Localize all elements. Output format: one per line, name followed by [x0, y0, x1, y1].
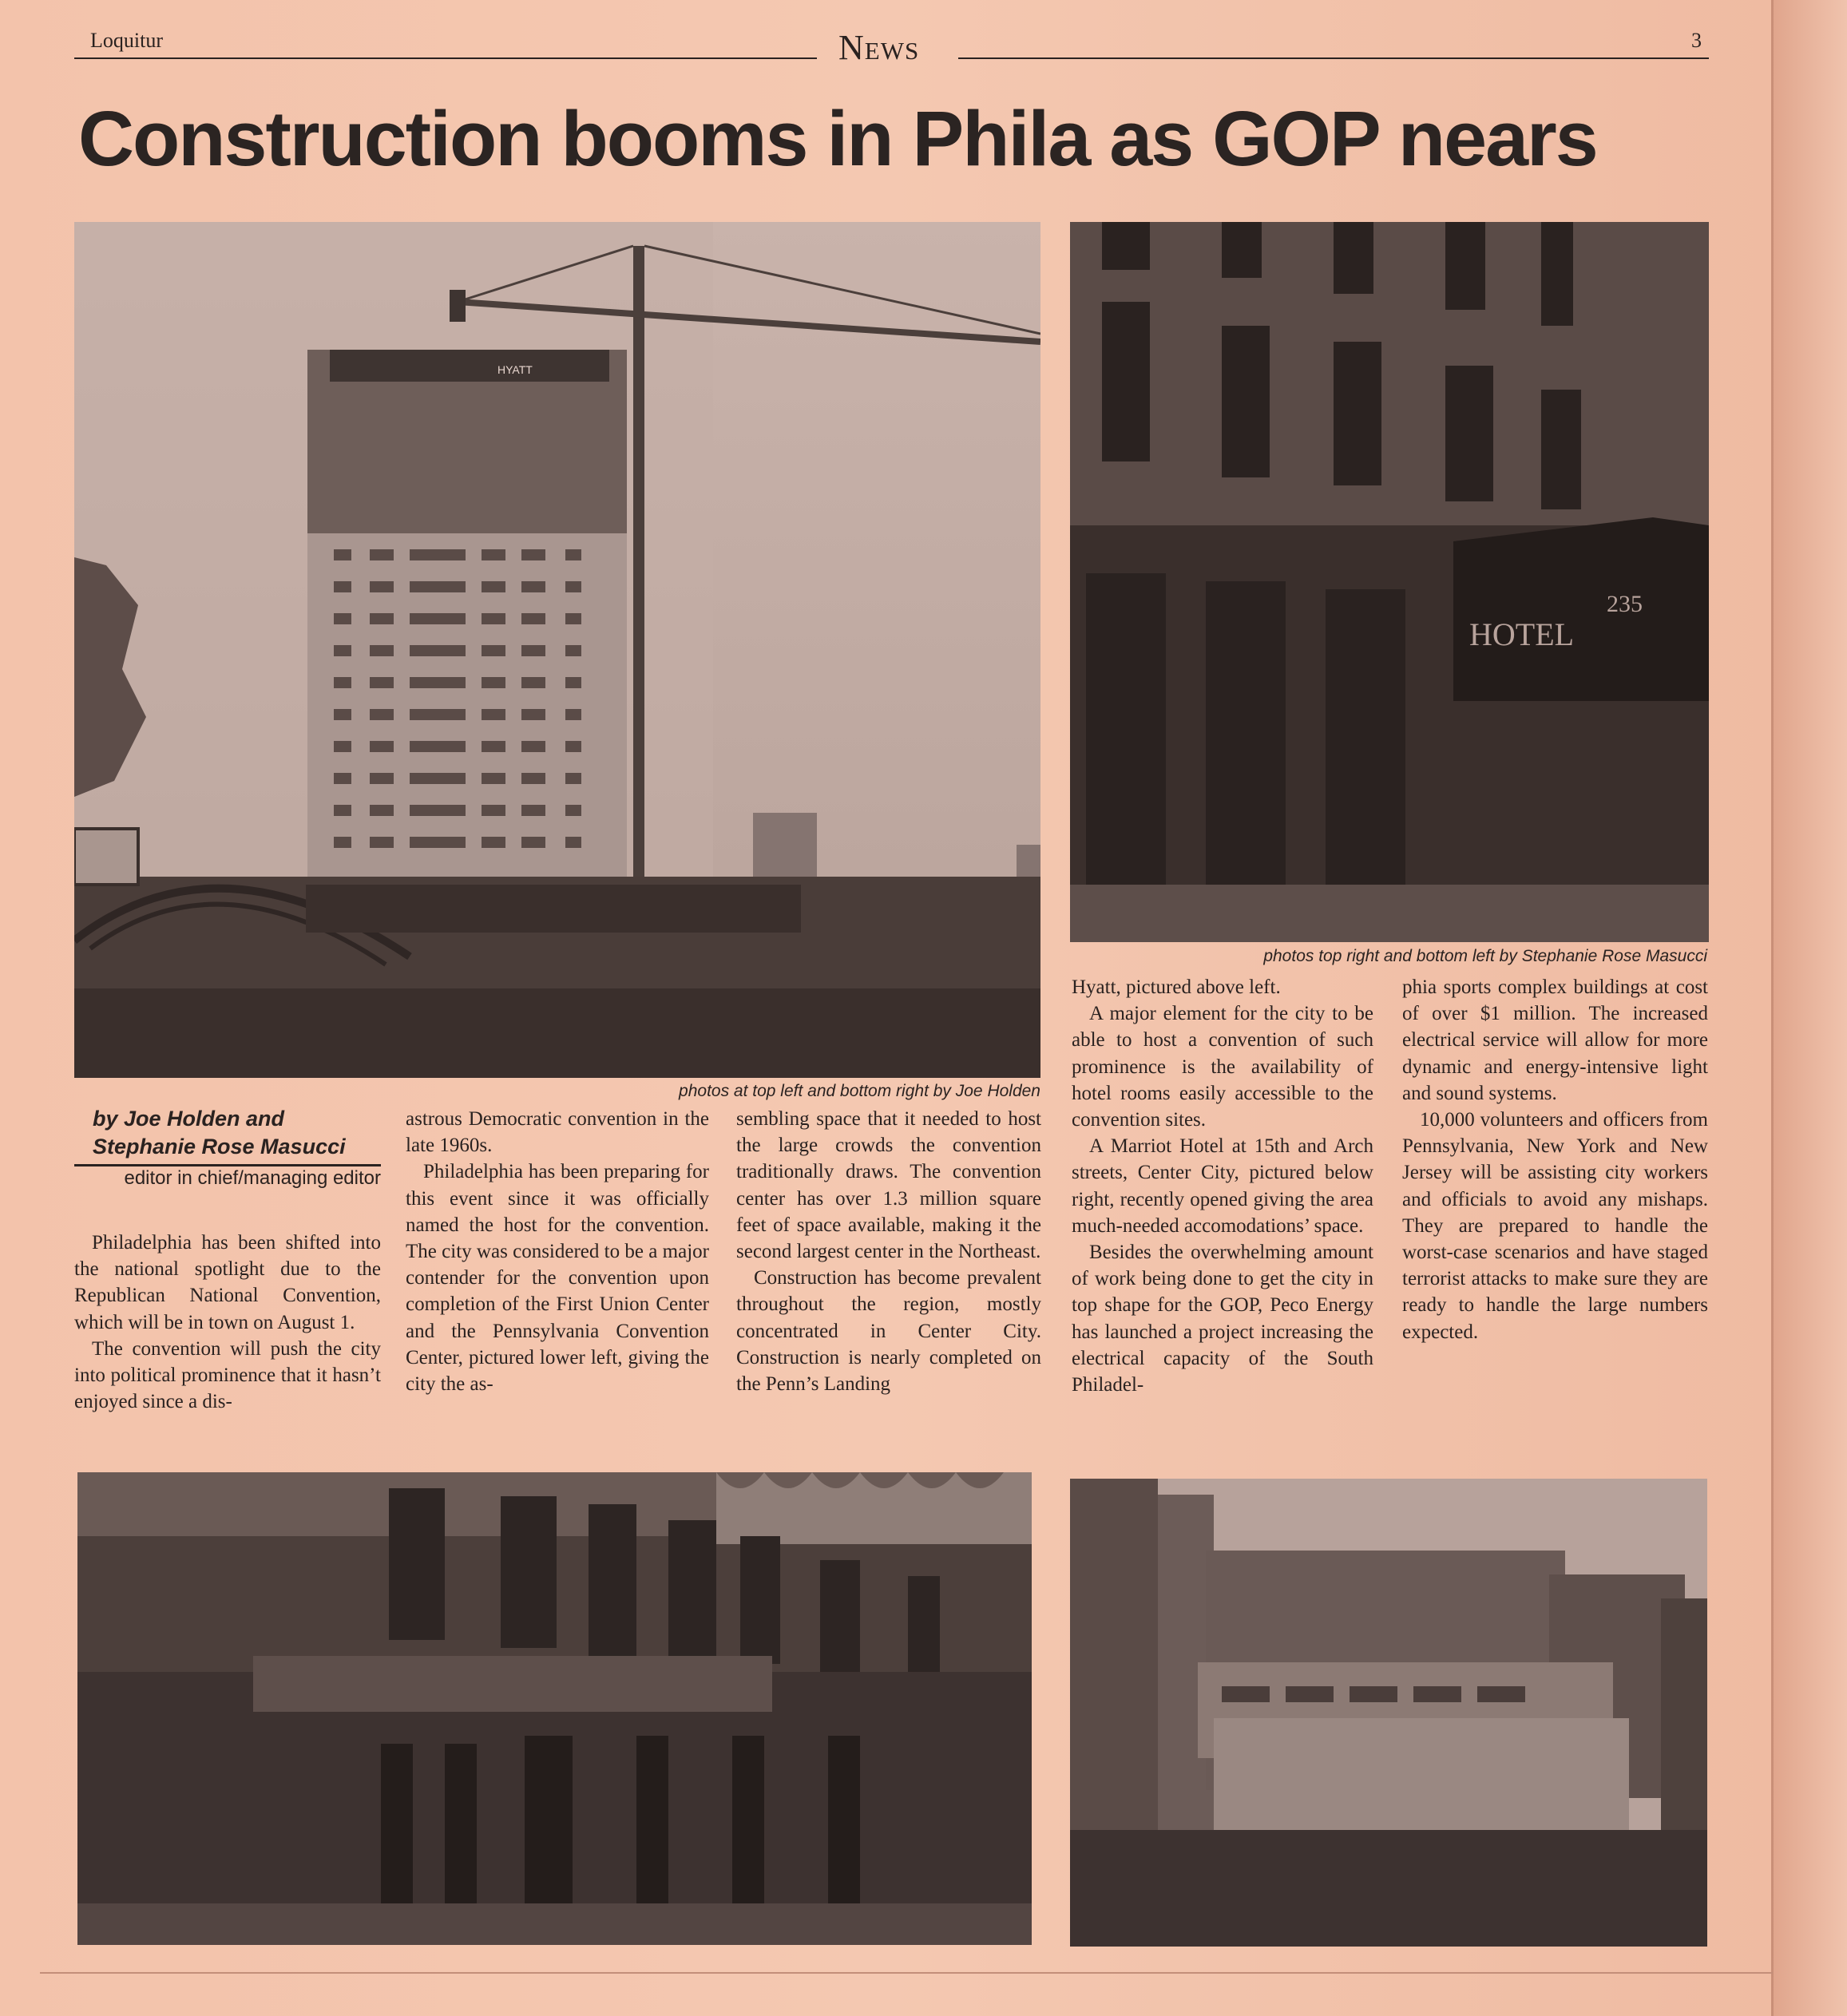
bottom-rule: [40, 1972, 1773, 1974]
header-rule-left: [74, 57, 817, 59]
paragraph: Besides the overwhelming amount of work being done to get the city in top shape for the GOP, Peco Energy has launched a project increasing the electrical capacity of the South Philadel-: [1072, 1242, 1373, 1396]
publication-name: Loquitur: [90, 29, 163, 52]
paper-edge: [1773, 0, 1847, 2016]
paragraph: sembling space that it needed to host the large crowds the convention traditionally draws. The convention center has over 1.3 million square feet of space available, making it the second largest center in the Northeast.: [736, 1108, 1041, 1263]
paragraph: Hyatt, pictured above left.: [1072, 976, 1281, 998]
hyatt-sign: HYATT: [497, 363, 533, 376]
paragraph: The convention will push the city into political prominence that it hasn’t enjoyed since a dis-: [74, 1337, 381, 1413]
article-column-1: [74, 1230, 381, 1415]
photo-hotel-facade: [1070, 222, 1709, 942]
article-column-2: [406, 1106, 709, 1397]
paragraph: astrous Democratic convention in the late 1960s.: [406, 1108, 709, 1157]
headline: Construction booms in Phila as GOP nears: [78, 95, 1597, 182]
article-column-5: [1402, 974, 1708, 1345]
photo-hyatt-construction: [74, 222, 1040, 1078]
paragraph: Philadelphia has been preparing for this event since it was officially named the host for the convention. The city was considered to be a major contender for the convention upon completion of the First Union Center and the Pennsylvania Convention Center, pictured lower left, giving the city the as-: [406, 1161, 709, 1396]
photo-credit-left: photos at top left and bottom right by Joe Holden: [679, 1082, 1040, 1100]
paragraph: Philadelphia has been shifted into the national spotlight due to the Republican National Convention, which will be in town on August 1.: [74, 1232, 381, 1333]
article-column-4: [1072, 974, 1373, 1398]
article-column-3: [736, 1106, 1041, 1397]
byline: [93, 1105, 380, 1161]
photo-marriott-hotel: [1070, 1479, 1707, 1947]
paragraph: A major element for the city to be able to host a convention of such prominence is the availability of hotel rooms easily accessible to the convention sites.: [1072, 1003, 1373, 1131]
page-number: 3: [1691, 29, 1702, 52]
paragraph: phia sports complex buildings at cost of over $1 million. The increased electrical service will allow for more dynamic and energy-intensive light and sound systems.: [1402, 976, 1708, 1104]
fold-line: [1771, 0, 1774, 2016]
byline-rule: [74, 1164, 381, 1166]
section-title: News: [838, 28, 920, 67]
paragraph: 10,000 volunteers and officers from Pennsylvania, New York and New Jersey will be assisting city workers and officials to avoid any mishaps. They are prepared to handle the worst-case scenarios and have staged terrorist attacks to make sure they are ready to handle the large numbers expected.: [1402, 1109, 1708, 1343]
hotel-sign: HOTEL: [1469, 616, 1575, 652]
byline-role: editor in chief/managing editor: [124, 1167, 381, 1189]
photo-convention-center: [77, 1472, 1032, 1945]
hotel-number: 235: [1607, 591, 1643, 617]
byline-authors-line1: by Joe Holden and: [93, 1107, 285, 1131]
paragraph: A Marriot Hotel at 15th and Arch streets, Center City, pictured below right, recently opened giving the area much-needed accomodations’ space.: [1072, 1135, 1373, 1237]
header-rule-right: [958, 57, 1709, 59]
byline-authors-line2: Stephanie Rose Masucci: [93, 1135, 346, 1159]
photo-credit-right: photos top right and bottom left by Stephanie Rose Masucci: [1263, 947, 1707, 965]
paragraph: Construction has become prevalent throughout the region, mostly concentrated in Center City. Construction is nearly completed on the Penn’s Landing: [736, 1267, 1041, 1396]
